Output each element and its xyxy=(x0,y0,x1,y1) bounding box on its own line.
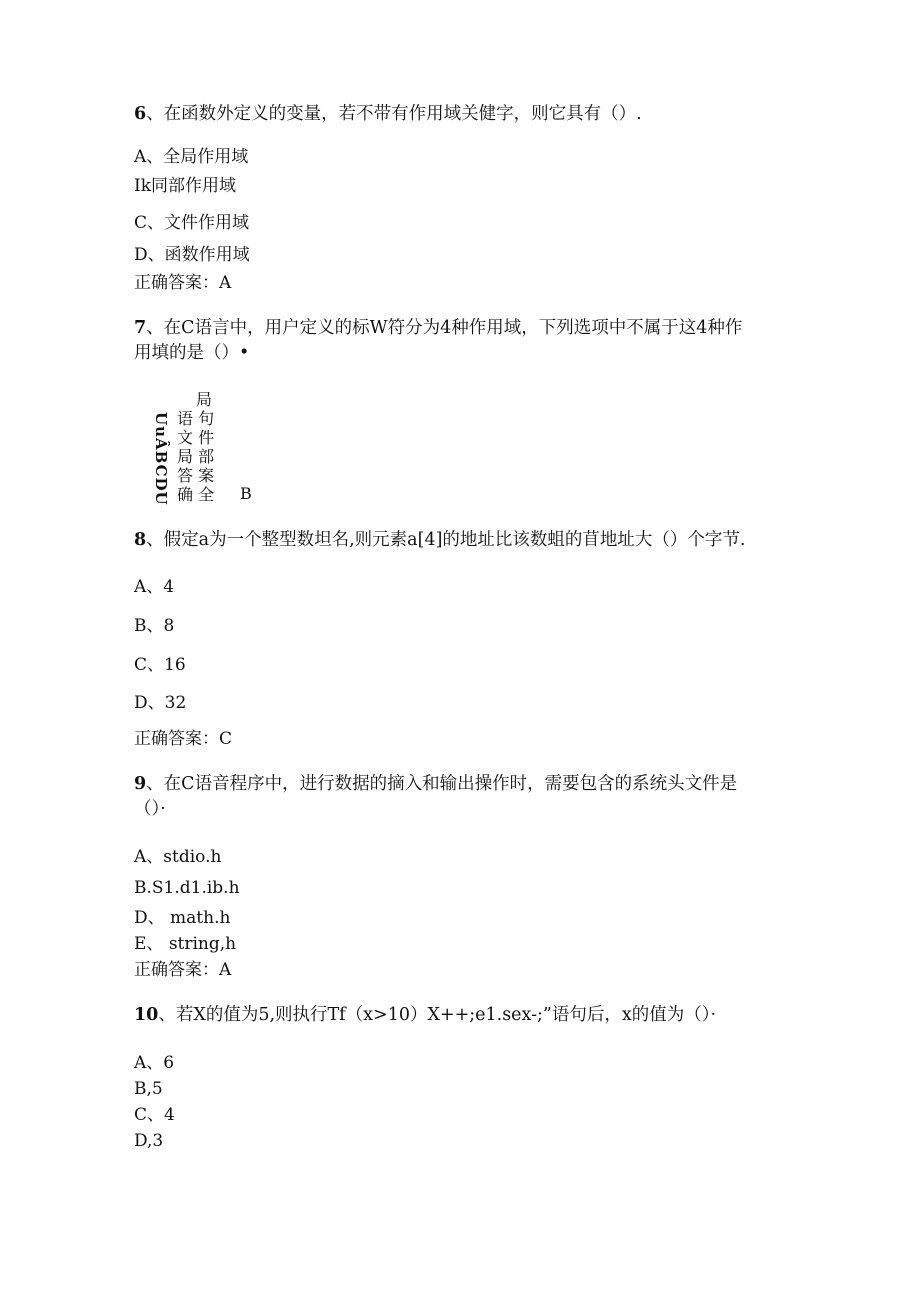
garbled-line: 语 句 xyxy=(177,409,215,428)
option-a: A、6 xyxy=(134,1053,175,1073)
option-a: A、4 xyxy=(134,577,175,597)
garbled-line: 答 案 xyxy=(177,466,215,485)
option-b: B.S1.d1.ib.h xyxy=(134,878,240,898)
option-a: A、全局作用域 xyxy=(134,147,249,167)
question-number: 9 xyxy=(134,774,147,794)
question-number: 10 xyxy=(134,1005,159,1025)
question-7 xyxy=(134,317,742,339)
question-number: 8 xyxy=(134,530,147,550)
garbled-line: 文 件 xyxy=(177,428,215,447)
option-b: B,5 xyxy=(134,1079,163,1099)
answer: 正确答案：C xyxy=(134,729,233,749)
question-text: 、在函数外定义的变量，若不带有作用域关健字，则它具有（）. xyxy=(146,104,642,124)
question-text-line1: 、在C语音程序中，进行数据的摘入和输出操作时，需要包含的系统头文件是 xyxy=(146,774,738,794)
answer-letter: B xyxy=(240,484,252,503)
option-e: E、 string,h xyxy=(134,934,237,954)
question-number: 7 xyxy=(134,318,147,338)
question-9 xyxy=(134,773,737,795)
option-d: D、32 xyxy=(134,693,187,713)
question-6 xyxy=(134,103,642,125)
option-d: D、函数作用域 xyxy=(134,245,250,265)
question-text: 、假定a为一个整型数坦名,则元素a[4]的地址比该数蛆的苜地址大（）个字节. xyxy=(146,530,746,550)
question-text-line1: 、在C语言中，用户定义的标W符分为4种作用域，下列选项中不属于这4种作 xyxy=(146,318,743,338)
garbled-line: 确 全 xyxy=(177,485,215,504)
garbled-line: 局 部 xyxy=(177,447,215,466)
option-b: Ik同部作用域 xyxy=(134,176,237,196)
garbled-line: 局 xyxy=(196,390,213,409)
question-10 xyxy=(134,1004,716,1026)
question-8 xyxy=(134,529,745,551)
option-c: C、4 xyxy=(134,1105,175,1125)
option-c: C、文件作用域 xyxy=(134,213,250,233)
answer: 正确答案：A xyxy=(134,273,232,293)
question-text-line2: （）· xyxy=(134,799,166,819)
option-d: D、 math.h xyxy=(134,908,231,928)
answer: 正确答案：A xyxy=(134,960,232,980)
question-text-line2: 用填的是（）• xyxy=(134,343,250,363)
garbled-vertical-text: UuÂBCDU xyxy=(152,412,170,506)
question-number: 6 xyxy=(134,104,147,124)
option-b: B、8 xyxy=(134,616,175,636)
option-a: A、stdio.h xyxy=(134,847,222,867)
option-c: C、16 xyxy=(134,655,186,675)
question-text: 、若X的值为5,则执行Tf（x>10）X++;e1.sex-;”语句后，x的值为（）· xyxy=(158,1005,717,1025)
option-d: D,3 xyxy=(134,1131,164,1151)
